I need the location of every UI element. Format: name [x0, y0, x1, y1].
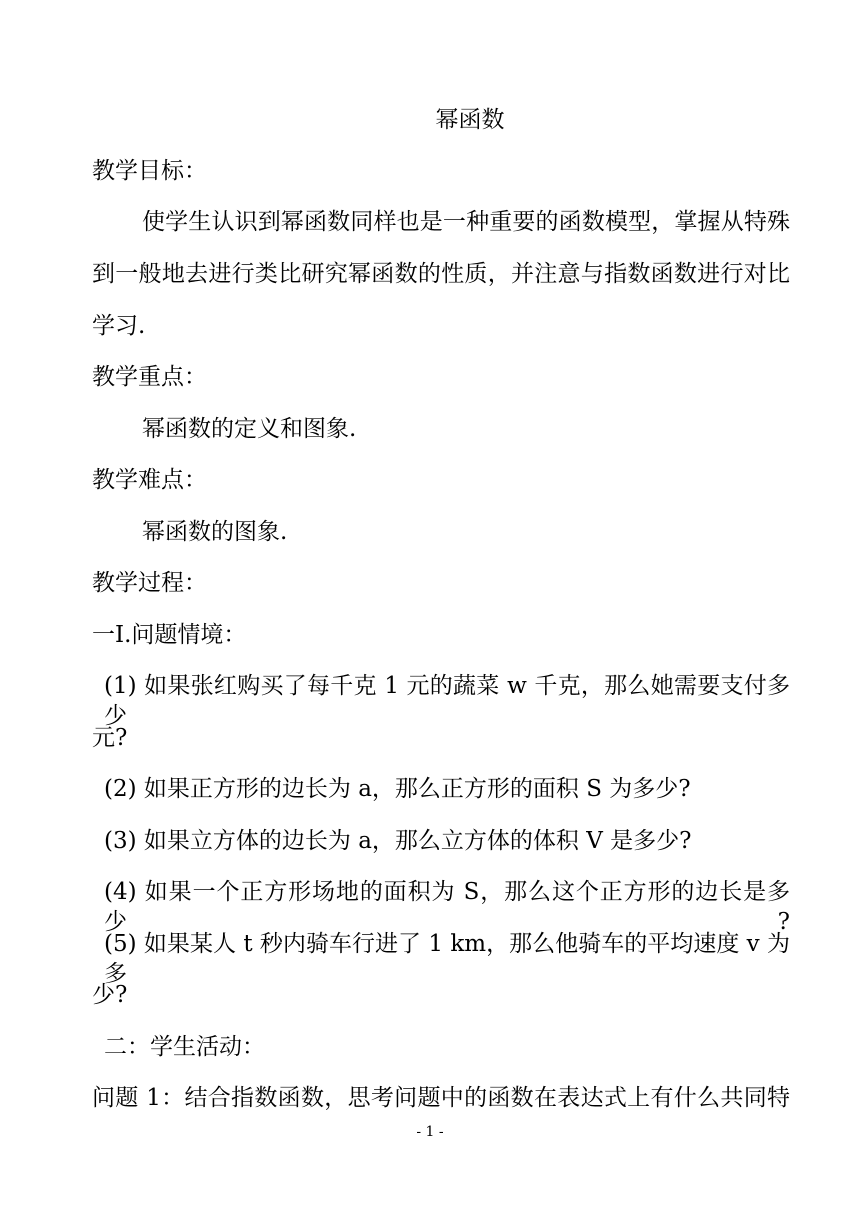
process-heading: 教学过程：: [92, 570, 207, 596]
difficult-heading: 教学难点：: [92, 467, 207, 493]
part1-heading: 一Ⅰ.问题情境：: [92, 622, 247, 648]
question-5-line-2: 少?: [92, 982, 128, 1008]
page-title: 幂函数: [435, 107, 505, 133]
objectives-line-2: 到一般地去进行类比研究幂函数的性质，并注意与指数函数进行对比: [92, 261, 790, 287]
page-number: - 1 -: [416, 1124, 444, 1140]
key-heading: 教学重点：: [92, 364, 207, 390]
question-2: (2) 如果正方形的边长为 a，那么正方形的面积 S 为多少?: [104, 776, 691, 802]
problem-1-text: 问题 1：结合指数函数，思考问题中的函数在表达式上有什么共同特: [92, 1085, 790, 1111]
question-3: (3) 如果立方体的边长为 a，那么立方体的体积 V 是多少?: [104, 828, 692, 854]
objectives-line-1: 使学生认识到幂函数同样也是一种重要的函数模型，掌握从特殊: [142, 209, 790, 235]
difficult-text: 幂函数的图象.: [142, 519, 288, 545]
question-1-line-2: 元?: [92, 725, 128, 751]
key-text: 幂函数的定义和图象.: [142, 416, 357, 442]
question-4: (4) 如果一个正方形场地的面积为 S，那么这个正方形的边长是多少?: [104, 879, 790, 935]
objectives-heading: 教学目标：: [92, 158, 207, 184]
question-5-line-1: (5) 如果某人 t 秒内骑车行进了 1 km，那么他骑车的平均速度 v 为多: [104, 931, 790, 987]
question-1-line-1: (1) 如果张红购买了每千克 1 元的蔬菜 w 千克，那么她需要支付多少: [104, 673, 790, 729]
objectives-line-3: 学习.: [92, 313, 146, 339]
part2-heading: 二：学生活动：: [104, 1034, 265, 1060]
